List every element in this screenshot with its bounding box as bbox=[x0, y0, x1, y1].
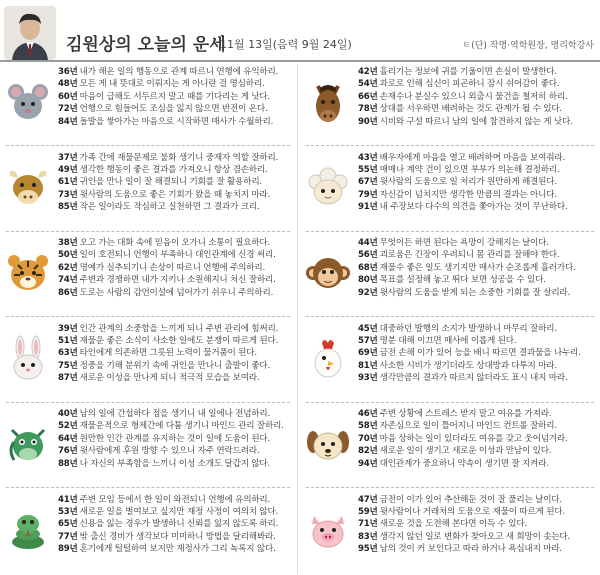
fortune-text: 배우자에게 마음을 열고 배려하며 마음을 보여줘라. bbox=[379, 152, 565, 163]
fortune-lines bbox=[58, 152, 294, 214]
fortune-line bbox=[58, 518, 294, 530]
birth-year: 58년 bbox=[358, 421, 378, 432]
birth-year: 48년 bbox=[58, 79, 78, 90]
fortune-text: 밖 출신 경비가 생각보다 미미하니 방법을 달리해봐라. bbox=[79, 531, 276, 542]
birth-year: 77년 bbox=[58, 531, 78, 542]
fortune-text: 윗사람의 도움으로 좋은 기회가 왔을 때 놓치지 마라. bbox=[79, 189, 271, 200]
fortune-text: 목표를 설정해 놓고 뛰다 보면 성공을 수 있다. bbox=[379, 275, 546, 286]
horoscope-entry bbox=[0, 319, 296, 403]
birth-year: 61년 bbox=[58, 177, 78, 188]
fortune-text: 돌발을 쌓아가는 마음으로 시작하면 매사가 수월하리. bbox=[79, 116, 274, 127]
fortune-line bbox=[358, 420, 598, 432]
fortune-line bbox=[58, 78, 294, 90]
horoscope-entry bbox=[300, 404, 600, 488]
page-title: 김원상의 오늘의 운세 bbox=[66, 35, 226, 55]
entry-divider bbox=[306, 402, 594, 403]
fortune-text: 재물운적으로 형제간에 다툼 생기니 마인드 관리 잘하리. bbox=[79, 421, 284, 432]
fortune-text: 과로로 인해 심신이 피곤하니 잠시 쉬어감이 좋다. bbox=[379, 79, 560, 90]
birth-year: 75년 bbox=[58, 360, 78, 371]
horoscope-entry bbox=[300, 62, 600, 146]
fortune-text: 혼기에게 털털하여 보지만 재정사가 그리 녹록지 않다. bbox=[79, 544, 276, 555]
fortune-text: 타인에게 의존하면 그릇된 노력이 물거품이 된다. bbox=[79, 348, 257, 359]
fortune-text: 금전 손해 이가 있어 능을 배니 따르면 결과물을 나누리. bbox=[379, 348, 581, 359]
horoscope-entry bbox=[300, 148, 600, 232]
fortune-text: 재물운 좋은 소식이 사소한 일에도 분쟁이 따르게 된다. bbox=[79, 335, 279, 346]
birth-year: 68년 bbox=[358, 262, 378, 273]
fortune-text: 새로운 일을 벌여보고 싶지만 재정 사정이 여의치 않다. bbox=[79, 506, 279, 517]
birth-year: 73년 bbox=[58, 189, 78, 200]
birth-year: 67년 bbox=[358, 177, 378, 188]
fortune-line bbox=[58, 66, 294, 78]
fortune-line bbox=[58, 116, 294, 128]
entry-divider bbox=[306, 145, 594, 146]
fortune-line bbox=[358, 445, 598, 457]
fortune-line bbox=[58, 531, 294, 543]
fortune-line bbox=[58, 323, 294, 335]
fortune-text: 정중을 기해 분위기 속에 귀인을 만나니 출발이 좋다. bbox=[79, 360, 271, 371]
birth-year: 57년 bbox=[358, 335, 378, 346]
fortune-text: 남의 것이 커 보인다고 따라 하거나 욕심내지 마라. bbox=[379, 544, 562, 555]
fortune-line bbox=[358, 91, 598, 103]
fortune-line bbox=[58, 152, 294, 164]
fortune-text: 귀인을 만나 일이 잘 해결되니 기회를 잘 활용하리. bbox=[79, 177, 262, 188]
horoscope-entry bbox=[0, 148, 296, 232]
tiger-icon bbox=[4, 249, 52, 297]
fortune-line bbox=[358, 433, 598, 445]
fortune-text: 사소한 시비가 생기더라도 상대방과 다투지 마라. bbox=[379, 360, 557, 371]
fortune-line bbox=[58, 360, 294, 372]
birth-year: 78년 bbox=[358, 104, 378, 115]
fortune-lines bbox=[58, 237, 294, 299]
author-byline: ㅌ(단) 작명·역학원장, 명리학강사 bbox=[462, 41, 594, 51]
birth-year: 84년 bbox=[58, 116, 78, 127]
birth-year: 93년 bbox=[358, 373, 378, 384]
fortune-line bbox=[358, 408, 598, 420]
fortune-text: 생각만큼의 결과가 따르지 않더라도 표시 내지 마라. bbox=[379, 373, 568, 384]
birth-year: 62년 bbox=[58, 262, 78, 273]
birth-year: 53년 bbox=[58, 506, 78, 517]
birth-year: 69년 bbox=[358, 348, 378, 359]
fortune-line bbox=[58, 335, 294, 347]
fortune-text: 흘리기는 정보에 귀를 기울이면 손실이 발생한다. bbox=[379, 67, 557, 77]
birth-year: 60년 bbox=[58, 91, 78, 102]
rat-icon bbox=[4, 78, 52, 126]
fortune-line bbox=[58, 372, 294, 384]
fortune-text: 명분 대해 이끄면 매사에 이롭게 된다. bbox=[379, 335, 517, 346]
fortune-line bbox=[358, 103, 598, 115]
fortune-text: 나 자신의 부족함을 느끼니 이성 소개도 달갑지 않다. bbox=[79, 458, 271, 469]
birth-year: 91년 bbox=[358, 202, 378, 213]
entry-divider bbox=[306, 487, 594, 488]
fortune-text: 내 주장보다 다수의 의견을 쫓아가는 것이 무난하다. bbox=[379, 202, 568, 213]
sheep-icon bbox=[304, 164, 352, 212]
fortune-text: 주변 상황에 스트레스 받지 말고 여유를 가져라. bbox=[379, 409, 552, 419]
birth-year: 89년 bbox=[58, 544, 78, 555]
fortune-line bbox=[58, 433, 294, 445]
fortune-text: 주변 모임 등에서 한 일이 와전되니 언행에 유의하리. bbox=[79, 494, 271, 505]
fortune-line bbox=[358, 518, 598, 530]
fortune-text: 오고 가는 대화 속에 믿음이 오가니 소통이 필요하다. bbox=[79, 238, 271, 248]
entry-divider bbox=[6, 402, 290, 403]
fortune-text: 주변과 경쟁하면 내가 지키나 소원해지니 처신 잘하리. bbox=[79, 275, 276, 286]
date-label: 11월 13일(음력 9월 24일) bbox=[220, 38, 352, 51]
dog-icon bbox=[304, 420, 352, 468]
birth-year: 79년 bbox=[358, 189, 378, 200]
fortune-text: 새로운 것을 도전해 본다면 이득 수 있다. bbox=[379, 519, 528, 530]
snake-icon bbox=[4, 506, 52, 554]
fortune-lines bbox=[58, 323, 294, 385]
horoscope-entry bbox=[300, 233, 600, 317]
fortune-line bbox=[58, 262, 294, 274]
birth-year: 72년 bbox=[58, 104, 78, 115]
horoscope-entry bbox=[300, 490, 600, 574]
horoscope-entry bbox=[0, 62, 296, 146]
birth-year: 63년 bbox=[58, 348, 78, 359]
entry-divider bbox=[6, 231, 290, 232]
entry-divider bbox=[6, 316, 290, 317]
fortune-text: 새로운 일이 생기고 새로운 이성과 만남이 있다. bbox=[379, 446, 552, 457]
fortune-text: 윗사람의 도움을 받게 되는 소중한 기회를 잘 살리라. bbox=[379, 287, 571, 298]
birth-year: 82년 bbox=[358, 446, 378, 457]
fortune-text: 명예가 실추되기니 손상이 따르니 언행에 주의하리. bbox=[79, 262, 265, 273]
birth-year: 38년 bbox=[58, 238, 78, 248]
horoscope-entry bbox=[300, 319, 600, 403]
birth-year: 54년 bbox=[358, 79, 378, 90]
fortune-line bbox=[358, 249, 598, 261]
fortune-text: 일이 호전되니 언행이 부족하니 대인관계에 신경 써리. bbox=[79, 250, 276, 261]
fortune-line bbox=[358, 372, 598, 384]
fortune-line bbox=[58, 347, 294, 359]
birth-year: 39년 bbox=[58, 323, 78, 334]
fortune-line bbox=[58, 91, 294, 103]
fortune-line bbox=[358, 201, 598, 213]
fortune-line bbox=[58, 543, 294, 555]
fortune-lines bbox=[358, 494, 598, 556]
fortune-text: 대인관계가 중요하니 약속이 생기면 잘 지켜라. bbox=[379, 458, 549, 469]
fortune-lines bbox=[58, 408, 294, 470]
fortune-text: 재물수 좋은 일도 생기지만 매사가 순조롭게 흘러가다. bbox=[379, 262, 576, 273]
fortune-line bbox=[358, 78, 598, 90]
fortune-text: 자존심으로 일이 틀어지니 마인드 컨트롤 잘하리. bbox=[379, 421, 557, 432]
birth-year: 59년 bbox=[358, 506, 378, 517]
fortune-line bbox=[358, 274, 598, 286]
fortune-line bbox=[58, 494, 294, 506]
fortune-lines bbox=[58, 66, 294, 128]
fortune-line bbox=[358, 323, 598, 335]
birth-year: 70년 bbox=[358, 433, 378, 444]
birth-year: 56년 bbox=[358, 250, 378, 261]
fortune-text: 생각지 않던 일로 변화가 찾아오고 새 희망이 솟는다. bbox=[379, 531, 571, 542]
fortune-text: 시비와 구설 따르니 남의 일에 참견하지 않는 게 낫다. bbox=[379, 116, 573, 127]
fortune-line bbox=[358, 335, 598, 347]
ox-icon bbox=[4, 164, 52, 212]
birth-year: 86년 bbox=[58, 287, 78, 298]
birth-year: 83년 bbox=[358, 531, 378, 542]
birth-year: 92년 bbox=[358, 287, 378, 298]
fortune-line bbox=[58, 458, 294, 470]
birth-year: 65년 bbox=[58, 519, 78, 530]
birth-year: 81년 bbox=[358, 360, 378, 371]
fortune-line bbox=[358, 543, 598, 555]
fortune-line bbox=[358, 189, 598, 201]
fortune-line bbox=[358, 287, 598, 299]
birth-year: 37년 bbox=[58, 152, 78, 163]
birth-year: 94년 bbox=[358, 458, 378, 469]
fortune-text: 윗사람의 도움으로 일 처리가 원만하게 해결된다. bbox=[379, 177, 557, 188]
fortune-text: 신용을 잃는 경우가 발생하니 신뢰를 잃지 않도록 하리. bbox=[79, 519, 279, 530]
birth-year: 71년 bbox=[358, 519, 378, 530]
birth-year: 90년 bbox=[358, 116, 378, 127]
birth-year: 85년 bbox=[58, 202, 78, 213]
monkey-icon bbox=[304, 249, 352, 297]
fortune-line bbox=[58, 164, 294, 176]
fortune-lines bbox=[358, 408, 598, 470]
fortune-lines bbox=[358, 66, 598, 128]
fortune-text: 매매나 계약 건이 있으면 부부가 의논해 결정하리. bbox=[379, 164, 560, 175]
fortune-line bbox=[58, 103, 294, 115]
birth-year: 80년 bbox=[358, 275, 378, 286]
fortune-line bbox=[358, 116, 598, 128]
birth-year: 95년 bbox=[358, 544, 378, 555]
fortune-text: 생각한 행동이 좋은 결과를 가져오니 항상 겸손하리. bbox=[79, 164, 268, 175]
fortune-line bbox=[58, 420, 294, 432]
fortune-text: 남의 일에 간섭하다 점을 생기니 내 일에나 전념하리. bbox=[79, 409, 271, 419]
fortune-line bbox=[58, 201, 294, 213]
birth-year: 36년 bbox=[58, 67, 78, 77]
birth-year: 47년 bbox=[358, 494, 378, 505]
birth-year: 55년 bbox=[358, 164, 378, 175]
fortune-line bbox=[358, 347, 598, 359]
fortune-text: 내가 해온 일의 행동으로 관계 따르니 연행에 유익하리. bbox=[79, 67, 279, 77]
author-portrait bbox=[4, 6, 56, 60]
fortune-lines bbox=[358, 152, 598, 214]
fortune-text: 작은 일이라도 작심하고 실천하면 그 결과가 크리. bbox=[79, 202, 260, 213]
fortune-text: 자신감이 넘치지만 생각한 만큼의 결과는 아니다. bbox=[379, 189, 557, 200]
birth-year: 87년 bbox=[58, 373, 78, 384]
fortune-text: 괴로움은 긴장이 우려되니 몸 관리를 잘해야 한다. bbox=[379, 250, 560, 261]
birth-year: 74년 bbox=[58, 275, 78, 286]
rabbit-icon bbox=[4, 335, 52, 383]
fortune-line bbox=[358, 458, 598, 470]
dragon-icon bbox=[4, 420, 52, 468]
birth-year: 46년 bbox=[358, 409, 378, 419]
entry-divider bbox=[6, 487, 290, 488]
fortune-line bbox=[58, 237, 294, 249]
horse-icon bbox=[304, 78, 352, 126]
fortune-line bbox=[358, 506, 598, 518]
fortune-lines bbox=[358, 237, 598, 299]
fortune-text: 가족 간에 재물문제로 불화 생기니 중재자 역할 잘하리. bbox=[79, 152, 279, 163]
page-header bbox=[0, 0, 600, 62]
birth-year: 40년 bbox=[58, 409, 78, 419]
horoscope-entry bbox=[0, 404, 296, 488]
fortune-text: 상대를 서우하면 배려하는 것도 관계가 될 수 있다. bbox=[379, 104, 562, 115]
horoscope-entry bbox=[0, 233, 296, 317]
fortune-text: 마음 상하는 일이 있더라도 여유를 갖고 웃어넘겨라. bbox=[379, 433, 568, 444]
fortune-line bbox=[358, 66, 598, 78]
fortune-line bbox=[58, 445, 294, 457]
fortune-text: 금전이 이가 있어 추산해둔 것이 잘 풀리는 날이다. bbox=[379, 494, 562, 505]
fortune-line bbox=[58, 506, 294, 518]
fortune-lines bbox=[358, 323, 598, 385]
fortune-text: 새로운 이성을 만나게 되니 적극적 모습을 보여라. bbox=[79, 373, 260, 384]
entry-divider bbox=[6, 145, 290, 146]
birth-year: 64년 bbox=[58, 433, 78, 444]
fortune-line bbox=[58, 176, 294, 188]
entry-divider bbox=[306, 316, 594, 317]
birth-year: 42년 bbox=[358, 67, 378, 77]
fortune-text: 손재수나 분실수 있으니 외출시 물건을 철저히 하리. bbox=[379, 91, 568, 102]
birth-year: 76년 bbox=[58, 446, 78, 457]
fortune-text: 도로는 사람의 감언이설에 넘어가기 쉬우니 주의하리. bbox=[79, 287, 274, 298]
fortune-text: 모든 게 내 뜻대로 이뤄지는 게 아니란 걸 명심하리. bbox=[79, 79, 265, 90]
fortune-text: 언행으로 힘들어도 조심을 잃지 않으면 반전이 온다. bbox=[79, 104, 268, 115]
birth-year: 88년 bbox=[58, 458, 78, 469]
fortune-line bbox=[58, 274, 294, 286]
birth-year: 41년 bbox=[58, 494, 78, 505]
pig-icon bbox=[304, 506, 352, 554]
fortune-text: 무엇이든 하면 된다는 욕망이 강해지는 날이다. bbox=[379, 238, 549, 248]
fortune-line bbox=[358, 494, 598, 506]
fortune-text: 윗사람에게 후원 방향 수 있으니 자주 연락드려라. bbox=[79, 446, 260, 457]
fortune-line bbox=[358, 152, 598, 164]
birth-year: 52년 bbox=[58, 421, 78, 432]
fortune-text: 윗사람이나 거래처의 도움으로 재물이 따르게 된다. bbox=[379, 506, 565, 517]
fortune-text: 대중하던 발행의 소지가 발생하니 마무리 잘하리. bbox=[379, 323, 557, 334]
horoscope-entry bbox=[0, 490, 296, 574]
birth-year: 45년 bbox=[358, 323, 378, 334]
rooster-icon bbox=[304, 335, 352, 383]
birth-year: 44년 bbox=[358, 238, 378, 248]
fortune-line bbox=[358, 531, 598, 543]
fortune-line bbox=[58, 287, 294, 299]
entry-divider bbox=[306, 231, 594, 232]
horoscope-grid bbox=[0, 62, 600, 575]
fortune-line bbox=[358, 176, 598, 188]
birth-year: 66년 bbox=[358, 91, 378, 102]
birth-year: 50년 bbox=[58, 250, 78, 261]
fortune-line bbox=[358, 262, 598, 274]
fortune-line bbox=[358, 164, 598, 176]
birth-year: 51년 bbox=[58, 335, 78, 346]
birth-year: 43년 bbox=[358, 152, 378, 163]
fortune-line bbox=[358, 360, 598, 372]
fortune-line bbox=[58, 408, 294, 420]
fortune-line bbox=[358, 237, 598, 249]
fortune-text: 인간 관계의 소중함을 느끼게 되니 주변 관리에 힘써리. bbox=[79, 323, 279, 334]
fortune-line bbox=[58, 249, 294, 261]
birth-year: 49년 bbox=[58, 164, 78, 175]
fortune-line bbox=[58, 189, 294, 201]
fortune-text: 원만한 인간 관계를 유지하는 것이 일에 도움이 된다. bbox=[79, 433, 271, 444]
fortune-text: 마음이 급해도 서두르지 말고 때를 기다리는 게 낫다. bbox=[79, 91, 271, 102]
fortune-lines bbox=[58, 494, 294, 556]
